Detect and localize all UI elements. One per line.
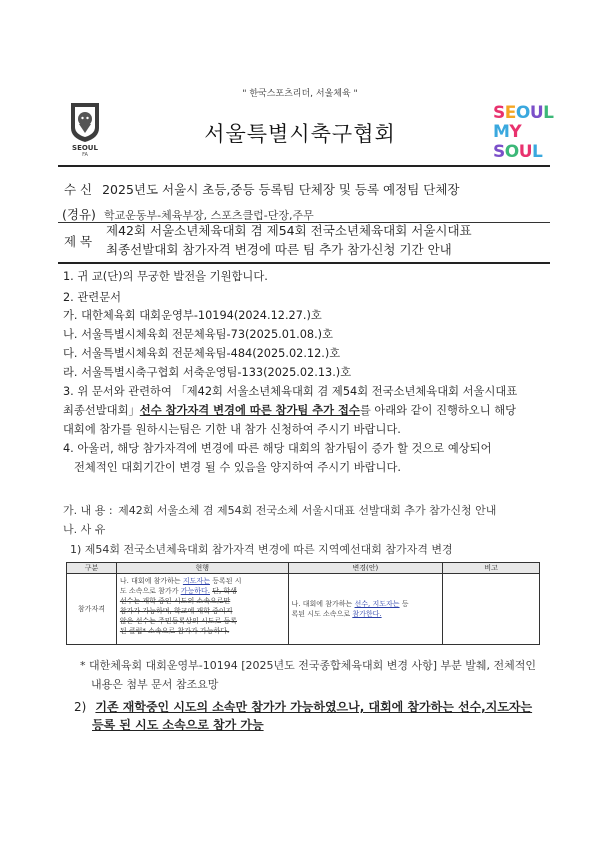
p3-post: 를 아래와 같이 진행하오니 해당: [359, 404, 517, 417]
paragraph-3-line3: 대회에 참가를 원하시는팀은 기한 내 참가 신청하여 주시기 바랍니다.: [63, 423, 401, 436]
left-logo-sub: FA: [82, 152, 88, 158]
footnote-line2: 내용은 첨부 문서 참조요망: [91, 678, 219, 691]
subject-label: 제 목: [64, 234, 93, 249]
p3-pre: 최종선발대회」: [63, 404, 140, 417]
note-cell: [443, 574, 540, 645]
recipient-label: 수 신: [64, 182, 93, 197]
item-2-line2: 등록 된 시도 소속으로 참가 가능: [92, 718, 264, 732]
table-header-row: [67, 563, 540, 574]
p3-bold: 선수 참가자격 변경에 따른 참가팀 추가 접수: [139, 404, 360, 417]
recipient-value: 2025년도 서울시 초등,중등 등록팀 단체장 및 등록 예정팀 단체장: [102, 182, 460, 197]
slogan: " 한국스포츠리더, 서울체육 ": [242, 89, 358, 99]
left-logo-text: SEOUL: [72, 144, 98, 152]
detail-ga-value: 제42회 서울소체 겸 제54회 전국소체 서울시대표 선발대회 추가 참가신청 안내: [118, 504, 497, 517]
item-2-number: 2): [74, 700, 87, 714]
paragraph-4-line2: 전체적인 대회기간이 변경 될 수 있음을 양지하여 주시기 바랍니다.: [74, 461, 401, 474]
paragraph-4-line1: 4. 아울러, 해당 참가자격에 변경에 따른 해당 대회의 참가팀이 증가 할 것으로 예상되어: [63, 442, 492, 455]
table-header: 변경(안): [288, 563, 443, 574]
item-2-text1: 기존 재학중인 시도의 소속만 참가가 가능하였으나, 대회에 참가하는 선수,지도자는: [95, 700, 533, 714]
seoul-my-soul-logo: [493, 103, 557, 162]
subject-line1: 제42회 서울소년체육대회 겸 제54회 전국소년체육대회 서울시대표: [106, 223, 472, 238]
table-row: [67, 574, 540, 645]
reference-item: 다. 서울특별시체육회 전문체육팀-484(2025.02.12.)호: [63, 347, 341, 360]
via-value: 학교운동부-체육부장, 스포츠클럽-단장,주무: [104, 209, 314, 222]
recipient-row: [64, 180, 459, 198]
via-label: (경유): [62, 207, 96, 222]
current-line: 참가가 가능하며, 학교에 재학 중이지: [119, 607, 233, 615]
item-2-line1: [74, 696, 532, 715]
changed-line: 록된 시도 소속으로 참가한다.: [291, 610, 382, 618]
changed-rule-cell: [288, 574, 443, 645]
detail-item-1: 1) 제54회 전국소년체육대회 참가자격 변경에 따른 지역예선대회 참가자격 변경: [70, 543, 453, 556]
eligibility-table: [66, 562, 540, 645]
changed-line: 나. 대회에 참가하는 선수, 지도자는 등: [291, 600, 409, 608]
reference-item: 라. 서울특별시축구협회 서축운영팀-133(2025.02.13.)호: [63, 366, 352, 379]
paragraph-2: 2. 관련문서: [63, 291, 122, 304]
subject-line2: 최종선발대회 참가자격 변경에 따른 팀 추가 참가신청 기간 안내: [106, 242, 452, 257]
row-label: 참가자격: [67, 574, 117, 645]
current-line: 나. 대회에 참가하는 지도자는 등록된 시: [119, 577, 242, 585]
detail-ga-label: 가. 내 용 :: [63, 504, 113, 517]
header-divider: [58, 165, 550, 167]
reference-item: 가. 대한체육회 대회운영부-10194(2024.12.27.)호: [63, 309, 322, 322]
table-header: 비고: [443, 563, 540, 574]
current-line: 도 소속으로 참가가 가능하다. 단, 학생: [119, 587, 237, 595]
seoul-logo-line2: MY SOUL: [493, 122, 543, 162]
paragraph-3-line2: [63, 403, 516, 419]
paragraph-3-line1: 3. 위 문서와 관련하여 「제42회 서울소년체육대회 겸 제54회 전국소년체육대회 서울시대표: [63, 385, 518, 398]
reference-item: 나. 서울특별시체육회 전문체육팀-73(2025.01.08.)호: [63, 328, 334, 341]
current-line: 된 클럽* 소속으로 참가가 가능하다.: [119, 627, 230, 635]
subject-divider: [58, 262, 550, 264]
current-line: 않은 선수는 주민등록상의 시도로 등록: [119, 617, 237, 625]
seoul-logo-line1: SEOUL: [493, 103, 554, 123]
table-header: 현행: [116, 563, 288, 574]
detail-ga-row: [63, 502, 496, 518]
footnote-line1: * 대한체육회 대회운영부-10194 [2025년도 전국종합체육대회 변경 사항] 부분 발췌, 전체적인: [80, 659, 537, 672]
current-rule-cell: [116, 574, 288, 645]
current-line: 선수는 재학 중인 시도의 소속으로만: [119, 597, 231, 605]
detail-na-label: 나. 사 유: [63, 523, 106, 536]
paragraph-1: 1. 귀 교(단)의 무궁한 발전을 기원합니다.: [63, 270, 268, 283]
org-title: 서울특별시축구협회: [204, 122, 396, 146]
table-header: 구분: [67, 563, 117, 574]
